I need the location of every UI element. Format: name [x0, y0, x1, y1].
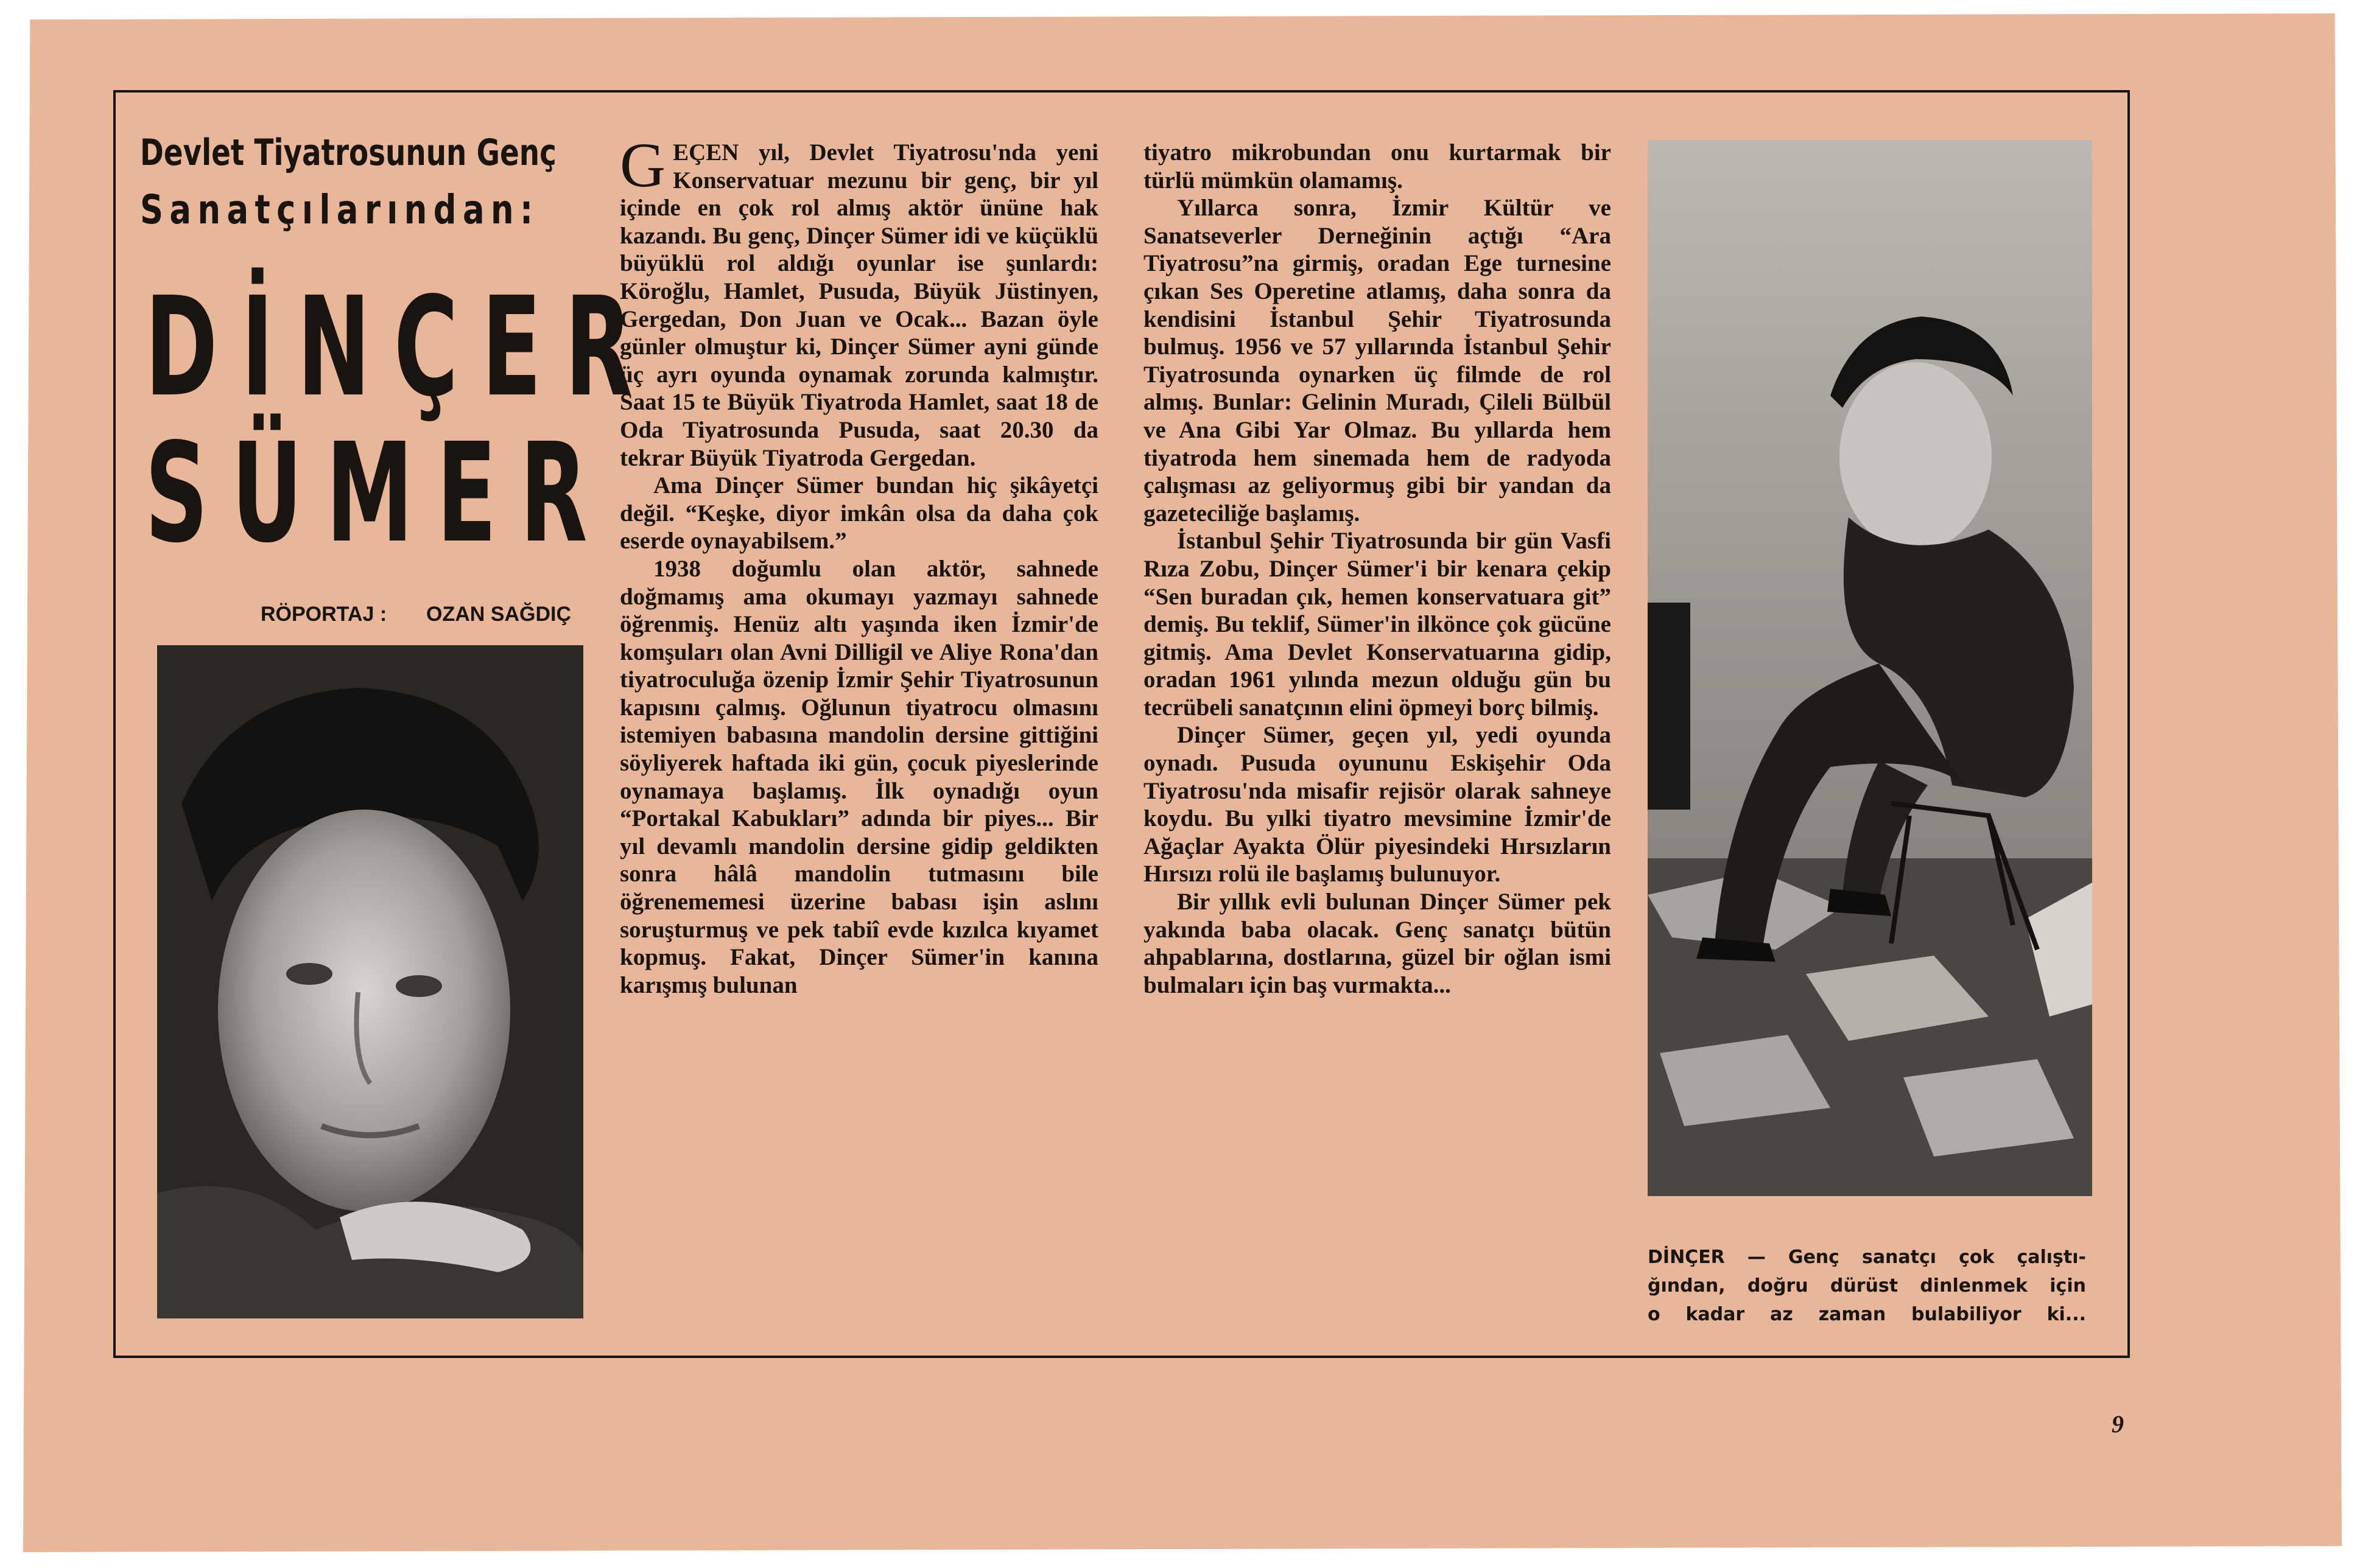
- headline-last-name: SÜMER: [145, 414, 611, 573]
- headline-first-name: DİNÇER: [145, 268, 656, 427]
- caption-line-3: o kadar az zaman bulabiliyor ki...: [1648, 1304, 2086, 1325]
- kicker-line-2: Sanatçılarından:: [140, 186, 539, 233]
- byline-label: RÖPORTAJ :: [261, 603, 387, 626]
- top-rule: [113, 90, 2127, 93]
- col1-paragraph-2: Ama Dinçer Sümer bundan hiç şikâyetçi değil. “Keşke, diyor imkân olsa da daha çok eserde oynayabilsem.”: [620, 472, 1098, 555]
- col1-paragraph-3: 1938 doğumlu olan aktör, sahnede doğmamış ama okumayı yazmayı sahnede öğrenmiş. Henüz altı yaşında iken İzmir'de komşuları olan Avni Dilligil ve Aliye Rona'dan tiyatroculuğa özenip İzmir Şehir Tiyatrosunun kapısını çalmış. Oğlunun tiyatrocu olmasını istemiyen babasına mandolin dersine gittiğini söyliyerek haftada iki gün, çocuk piyeslerinde oynamaya başlamış. İlk oynadığı oyun “Portakal Kabukları” adında bir piyes... Bir yıl devamlı mandolin dersine gidip geldikten sonra hâlâ mandolin tutmasını bile öğrenememesi üzerine babası işin aslını soruşturmuş ve pek tabiî evde kızılca kıyamet kopmuş. Fakat, Dinçer Sümer'in kanına karışmış bulunan: [620, 555, 1098, 998]
- seated-photo: [1648, 140, 2092, 1196]
- col2-paragraph-3: İstanbul Şehir Tiyatrosunda bir gün Vasfi Rıza Zobu, Dinçer Sümer'i bir kenara çekip “Sen buradan çık, hemen konservatuara git” demiş. Bu teklif, Sümer'in ilkönce çok gücüne gitmiş. Ama Devlet Konservatuarına gidip, oradan 1961 yılında mezun olduğu gün bu tecrübeli sanatçının elini öpmeyi borç bilmiş.: [1143, 528, 1611, 721]
- article-column-1: [620, 130, 1098, 1326]
- col2-paragraph-2: Yıllarca sonra, İzmir Kültür ve Sanatseverler Derneğinin açtığı “Ara Tiyatrosu”na girmiş, oradan Ege turnesine çıkan Ses Operetine atlamış, daha sonra da kendisini İstanbul Şehir Tiyatrosunda bulmuş. 1956 ve 57 yıllarında İstanbul Şehir Tiyatrosunda oynarken üç filmde de rol almış. Bunlar: Gelinin Muradı, Çileli Bülbül ve Ana Gibi Yar Olmaz. Bu yıllarda hem tiyatroda hem sinemada hem de radyoda çalışması az geliyormuş gibi bir yandan da gazeteciliğe başlamış.: [1143, 195, 1611, 527]
- dropcap: G: [620, 130, 666, 200]
- portrait-photo: [157, 645, 583, 1318]
- col1-paragraph-1-text: EÇEN yıl, Devlet Tiyatrosu'nda yeni Konservatuar mezunu bir genç, bir yıl içinde en çok rol almış aktör ününe hak kazandı. Bu genç, Dinçer Sümer idi ve küçüklü büyüklü rol aldığı oyunlar ise şunlardı: Köroğlu, Hamlet, Pusuda, Büyük Jüstinyen, Gergedan, Don Juan ve Ocak... Bazan öyle günler olmuştur ki, Dinçer Sümer ayni günde üç ayrı oyunda oynamak zorunda kalmıştır. Saat 15 te Büyük Tiyatroda Hamlet, saat 18 de Oda Tiyatrosunda Pusuda, saat 20.30 da tekrar Büyük Tiyatroda Gergedan.: [620, 139, 1098, 471]
- photo-caption: [1648, 1243, 2086, 1329]
- col2-paragraph-1: tiyatro mikrobundan onu kurtarmak bir türlü mümkün olamamış.: [1143, 139, 1611, 194]
- seated-figure: [1648, 140, 2092, 1196]
- portrait-figure: [157, 645, 583, 1318]
- col2-paragraph-4: Dinçer Sümer, geçen yıl, yedi oyunda oynadı. Pusuda oyununu Eskişehir Oda Tiyatrosu'nda misafir rejisör olarak sahneye koydu. Bu yılki tiyatro mevsimine İzmir'de Ağaçlar Ayakta Ölür piyesindeki Hırsızların Hırsızı rolü ile başlamış bulunuyor.: [1143, 722, 1611, 887]
- page-number: 9: [2112, 1410, 2124, 1438]
- kicker-line-1: Devlet Tiyatrosunun Genç: [140, 131, 557, 174]
- caption-line-2: ğından, doğru dürüst dinlenmek için: [1648, 1275, 2086, 1297]
- col1-paragraph-1: [620, 130, 1098, 472]
- caption-line-1: DİNÇER — Genç sanatçı çok çalıştı-: [1648, 1247, 2086, 1268]
- col2-paragraph-5: Bir yıllık evli bulunan Dinçer Sümer pek yakında baba olacak. Genç sanatçı bütün ahpablarına, dostlarına, güzel bir oğlan ismi bulmaları için baş vurmakta...: [1143, 889, 1611, 998]
- article-column-2: [1143, 139, 1611, 1326]
- byline-author: OZAN SAĞDIÇ: [426, 603, 571, 626]
